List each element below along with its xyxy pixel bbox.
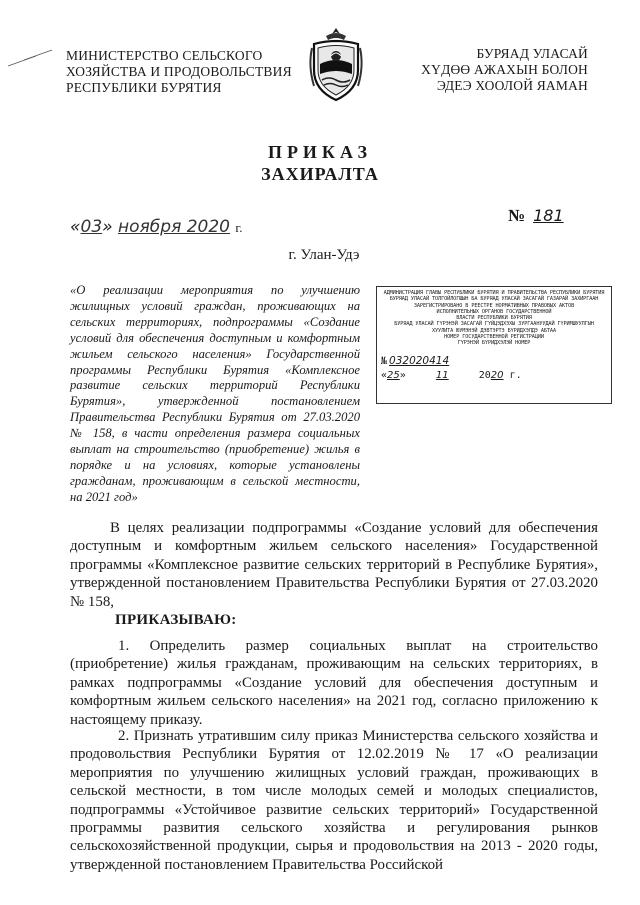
stamp-line: ХУУЛИТА ЮУМЭНЭЙ ДЭВТЭРТЭ БҮРИДХЭЛДЭ АБТАА <box>432 327 556 334</box>
ministry-line: РЕСПУБЛИКИ БУРЯТИЯ <box>66 80 222 95</box>
date-day: 03 <box>80 217 103 237</box>
stamp-date <box>381 370 607 381</box>
stamp-registration-number <box>381 355 607 367</box>
city: г. Улан-Удэ <box>288 247 360 263</box>
margin-pen-mark <box>6 48 56 70</box>
date-close-quote: » <box>102 217 113 237</box>
number-value: 181 <box>533 206 564 225</box>
order-subject: «О реализации мероприятия по улучшению жилищных условий граждан, проживающих на сельских территориях, подпрограммы «Создание условий для обеспечения доступным и комфортным жильем сельского населения» Государственной программы Республики Бурятия «Комплексное развитие сельских территорий Республики Бурятия», утвержденной постановлением Правительства Республики Бурятия от 27.03.2020 № 158, в части определения размера социальных выплат на строительство (приобретение) жилья в порядке и на условиях, которые установлены гражданам, проживающим в сельской местности, на 2021 год» <box>70 283 360 504</box>
order-item-2: 2. Признать утратившим силу приказ Министерства сельского хозяйства и продовольствия Республики Бурятия от 12.02.2019 № 17 «О реализации мероприятия по улучшению жилищных условий граждан, проживающих в сельской местности, в том числе молодых семей и молодых специалистов, подпрограммы «Устойчивое развитие сельских территорий» Государственной программы развития сельского хозяйства и регулирования рынков сельскохозяйственной продукции, сырья и продовольствия на 2013 - 2020 годы, утвержденной постановлением Правительства Российской <box>70 728 598 873</box>
stamp-line: БУРЯАД УЛАСАЙ ГҮРЭНЭЙ ЗАСАГАЙ ГҮЙЦЭДХЭХЫ ЗУРГААНУУДАЙ ГҮРИМШУУЛГЫН <box>394 321 594 328</box>
date-suffix: г. <box>235 220 243 235</box>
buryatia-coat-of-arms-icon <box>304 26 368 104</box>
ministry-line: МИНИСТЕРСТВО СЕЛЬСКОГО <box>66 48 263 63</box>
stamp-line: БУРЯАД УЛАСАЙ ТОЛГОЙЛОГШЫН БА БУРЯАД УЛАСАЙ ЗАСАГАЙ ГАЗАРАЙ ЗАХИРГААН <box>389 296 599 303</box>
stamp-reg-value: 032020414 <box>389 354 450 367</box>
stamp-date-month: 11 <box>435 369 449 381</box>
date-open-quote: « <box>70 217 81 237</box>
stamp-date-year: 20 <box>490 369 504 381</box>
ministry-name-buryat <box>400 46 588 94</box>
ministry-name-russian <box>66 48 296 96</box>
stamp-line: ГҮРЭНЭЙ БҮРИДХЭЛЭЙ НОМЕР <box>457 340 531 347</box>
stamp-reg-label: № <box>381 355 388 367</box>
stamp-date-close: » <box>399 369 406 381</box>
stamp-date-open: « <box>381 369 388 381</box>
document-title-buryat: ЗАХИРАЛТА <box>261 164 379 184</box>
stamp-date-year-prefix: 20 <box>478 369 491 381</box>
number-label: № <box>508 206 526 225</box>
stamp-line: ЗАРЕГИСТРИРОВАНО В РЕЕСТРЕ НОРМАТИВНЫХ ПРАВОВЫХ АКТОВ <box>413 302 575 309</box>
order-item-1: 1. Определить размер социальных выплат на строительство (приобретение) жилья гражданам, проживающим на сельских территориях, в рамках подпрограммы «Создание условий для обеспечения доступным и комфортным жильем сельского населения» на 2021 год, согласно приложению к настоящему приказу. <box>70 638 598 728</box>
stamp-line: НОМЕР ГОСУДАРСТВЕННОЙ РЕГИСТРАЦИИ <box>444 334 544 341</box>
stamp-line: ИСПОЛНИТЕЛЬНЫХ ОРГАНОВ ГОСУДАРСТВЕННОЙ <box>436 308 552 315</box>
stamp-line: ВЛАСТИ РЕСПУБЛИКИ БУРЯТИЯ <box>456 315 532 322</box>
stamp-line: АДМИНИСТРАЦИЯ ГЛАВЫ РЕСПУБЛИКИ БУРЯТИЯ И ПРАВИТЕЛЬСТВА РЕСПУБЛИКИ БУРЯТИЯ <box>383 290 605 296</box>
order-number <box>508 206 564 226</box>
stamp-date-suffix: г. <box>509 369 522 381</box>
registration-stamp <box>376 286 612 404</box>
directive-heading: ПРИКАЗЫВАЮ: <box>115 612 237 628</box>
order-date <box>70 217 243 237</box>
ministry-line: ХҮДӨӨ АЖАХЫН БОЛОН <box>421 62 588 77</box>
stamp-date-day: 25 <box>387 369 400 381</box>
document-title: ПРИКАЗ <box>267 142 373 162</box>
ministry-line: ЭДЕЭ ХООЛОЙ ЯАМАН <box>436 78 588 93</box>
intro-paragraph: В целях реализации подпрограммы «Создание условий для обеспечения доступным и комфортным жильем сельского населения» Государственной программы «Комплексное развитие сельских территорий в Республике Бурятия», утвержденной постановлением Правительства Республики Бурятия от 27.03.2020 № 158, <box>70 520 598 610</box>
date-month-year: ноября 2020 <box>118 217 230 237</box>
ministry-line: ХОЗЯЙСТВА И ПРОДОВОЛЬСТВИЯ <box>66 64 292 79</box>
ministry-line: БУРЯАД УЛАСАЙ <box>476 46 588 61</box>
